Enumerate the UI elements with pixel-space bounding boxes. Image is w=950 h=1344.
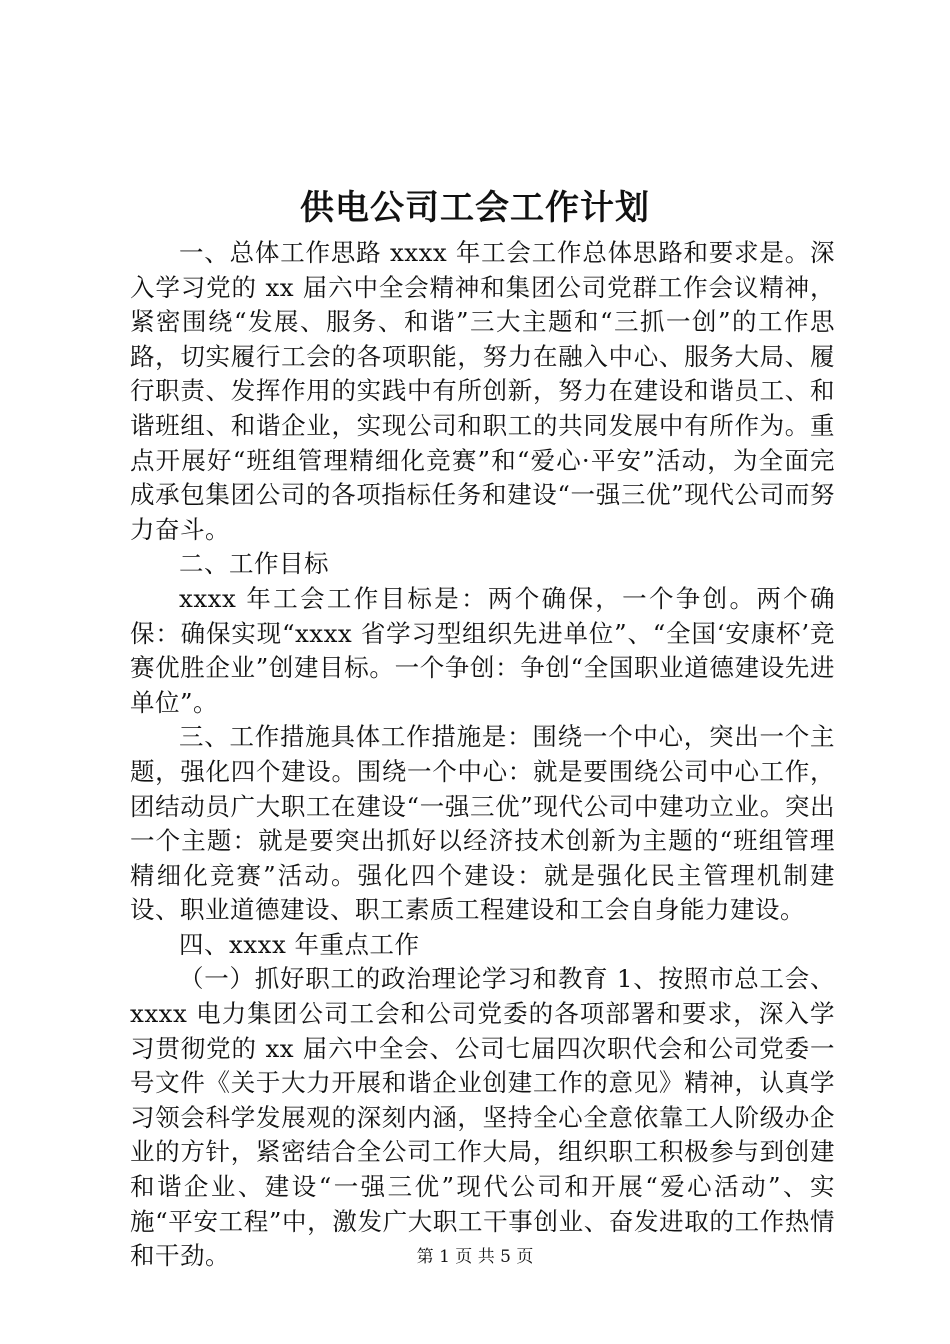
- page-number-footer: 第 1 页 共 5 页: [416, 1247, 534, 1267]
- heading-key-work: 四、xxxx 年重点工作: [179, 929, 420, 959]
- document-body: [130, 236, 835, 1274]
- paragraph-overall-approach: 一、总体工作思路 xxxx 年工会工作总体思路和要求是。深入学习党的 xx 届六中全会精神和集团公司党群工作会议精神，紧密围绕“发展、服务、和谐”三大主题和“三抓一创”的工作思路，切实履行工会的各项职能，努力在融入中心、服务大局、履行职责、发挥作用的实践中有所创新，努力在建设和谐员工、和谐班组、和谐企业，实现公司和职工的共同发展中有所作为。重点开展好“班组管理精细化竞赛”和“爱心·平安”活动，为全面完成承包集团公司的各项指标任务和建设“一强三优”现代公司而努力奋斗。: [130, 238, 835, 544]
- paragraph-work-measures: 三、工作措施具体工作措施是：围绕一个中心，突出一个主题，强化四个建设。围绕一个中心：就是要围绕公司中心工作，团结动员广大职工在建设“一强三优”现代公司中建功立业。突出一个主题：就是要突出抓好以经济技术创新为主题的“班组管理精细化竞赛”活动。强化四个建设：就是强化民主管理机制建设、职业道德建设、职工素质工程建设和工会自身能力建设。: [130, 722, 835, 925]
- document-title: 供电公司工会工作计划: [300, 188, 650, 228]
- paragraph-work-goals: xxxx 年工会工作目标是：两个确保，一个争创。两个确保：确保实现“xxxx 省学习型组织先进单位”、“全国‘安康杯’竞赛优胜企业”创建目标。一个争创：争创“全国职业道德建设先进单位”。: [130, 583, 835, 717]
- paragraph-political-study: （一）抓好职工的政治理论学习和教育 1、按照市总工会、xxxx 电力集团公司工会和公司党委的各项部署和要求，深入学习贯彻党的 xx 届六中全会、公司七届四次职代会和公司党委一号文件《关于大力开展和谐企业创建工作的意见》精神，认真学习领会科学发展观的深刻内涵，坚持全心全意依靠工人阶级办企业的方针，紧密结合全公司工作大局，组织职工积极参与到创建和谐企业、建设“一强三优”现代公司和开展“爱心活动”、实施“平安工程”中，激发广大职工干事创业、奋发进取的工作热情和干劲。: [130, 964, 835, 1271]
- heading-work-goals: 二、工作目标: [179, 549, 329, 579]
